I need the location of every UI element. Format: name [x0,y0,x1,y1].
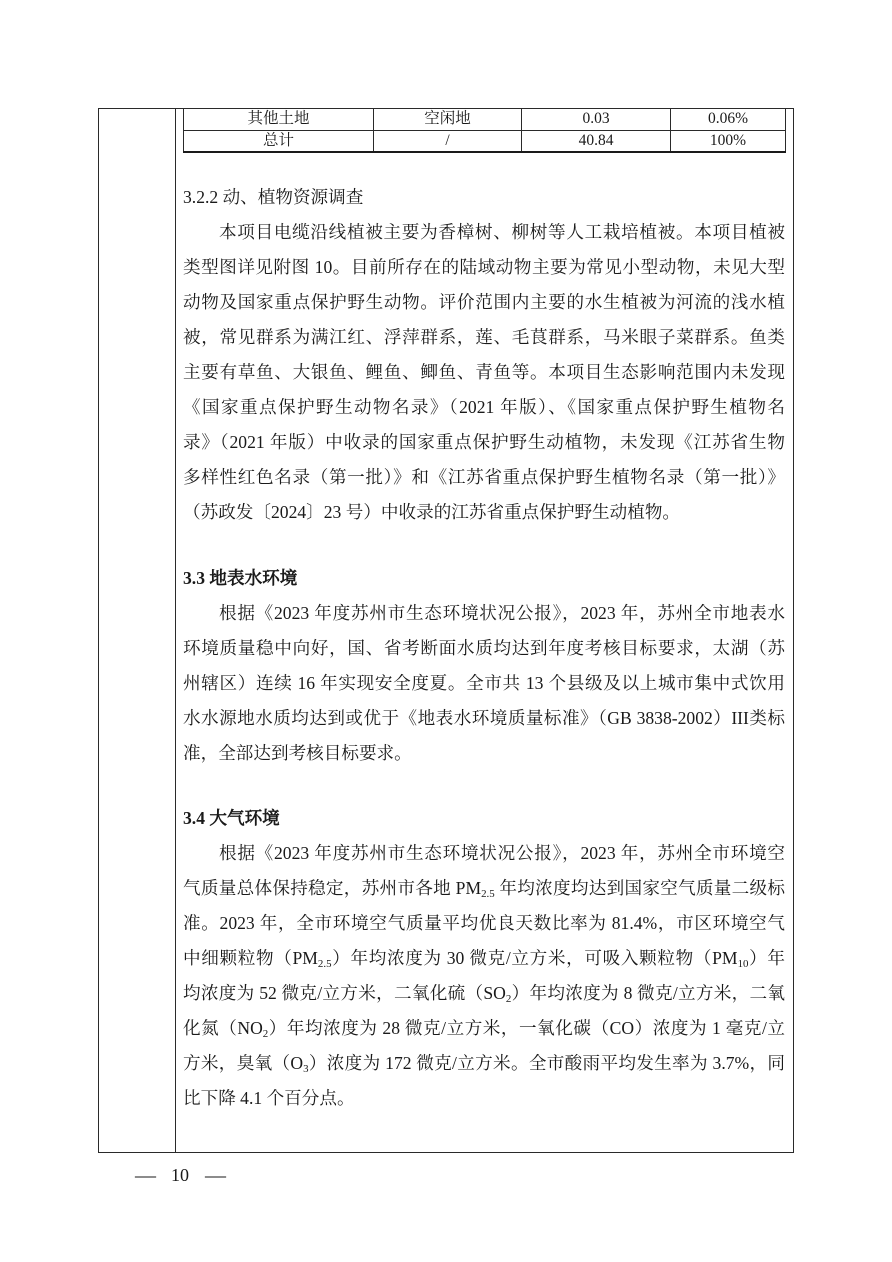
text-run: 比下降 4.1 个百分点。 [183,1088,355,1108]
text-run: 中细颗粒物（PM [183,948,318,968]
text-run: 化氮（NO [183,1018,263,1038]
subscript-text: 2.5 [481,888,495,901]
text-run: 气质量总体保持稳定，苏州市各地 PM [183,878,482,898]
section-surface-water [183,561,785,771]
paragraph-line [183,1081,785,1116]
text-run: 环境质量稳中向好，国、省考断面水质均达到年度考核目标要求，太湖（苏 [183,637,785,658]
paragraph-line [183,1011,785,1046]
text-run: 主要有草鱼、大银鱼、鲤鱼、鲫鱼、青鱼等。本项目生态影响范围内未发现 [183,362,785,382]
text-run: 准。2023 年，全市环境空气质量平均优良天数比率为 81.4%，市区环境空气 [183,913,785,933]
text-run: 均浓度为 52 微克/立方米，二氧化硫（SO [183,983,506,1003]
surface-water-heading: 3.3 地表水环境 [183,567,298,588]
table-cell: 其他土地 [184,108,374,131]
text-run: 被，常见群系为满江红、浮萍群系，莲、毛茛群系，马米眼子菜群系。鱼类 [183,327,785,347]
text-run: ）浓度为 172 微克/立方米。全市酸雨平均发生率为 3.7%，同 [308,1053,785,1073]
text-run: ）年均浓度为 8 微克/立方米，二氧 [511,983,785,1003]
footer-dash-left: — [135,1163,156,1187]
paragraph-line [183,285,785,320]
table-cell: 0.06% [671,108,786,131]
paragraph-line [183,666,785,701]
text-run: 动物及国家重点保护野生动物。评价范围内主要的水生植被为河流的浅水植 [183,292,785,312]
land-use-table [183,108,786,153]
paragraph-line [183,390,785,425]
text-run: 录》（2021 年版）中收录的国家重点保护野生动植物，未发现《江苏省生物 [183,432,785,452]
paragraph-line [183,1046,785,1081]
paragraph-line [183,320,785,355]
table-cell: 100% [671,131,786,153]
frame-column-divider [175,108,176,1153]
text-run: ）年均浓度为 28 微克/立方米，一氧化碳（CO）浓度为 1 毫克/立 [268,1018,785,1038]
table-cell: 总计 [184,131,374,153]
subscript-text: 10 [737,958,749,971]
subscript-text: 2 [262,1028,269,1041]
section-air-quality [183,801,785,1116]
paragraph-line [183,425,785,460]
text-run: 年均浓度均达到国家空气质量二级标 [494,878,785,898]
paragraph-line [183,701,785,736]
footer-dash-right: — [205,1163,226,1187]
paragraph-line [183,596,785,631]
paragraph-line [183,495,785,530]
flora-fauna-heading: 3.2.2 动、植物资源调查 [183,187,364,207]
paragraph-line [183,215,785,250]
section-flora-fauna [183,180,785,530]
paragraph-line [183,836,785,871]
table-cell: / [374,131,522,153]
page-number: 10 [171,1165,189,1185]
text-run: 州辖区）连续 16 年实现安全度夏。全市共 13 个县级及以上城市集中式饮用 [183,672,785,693]
text-run: 多样性红色名录（第一批）》和《江苏省重点保护野生植物名录（第一批）》 [183,467,785,487]
paragraph-line [183,355,785,390]
flora-fauna-paragraph [183,215,785,530]
report-body [183,180,785,1116]
text-run: 根据《2023 年度苏州市生态环境状况公报》，2023 年，苏州全市环境空 [219,843,785,863]
table-cell: 40.84 [522,131,671,153]
subscript-text: 2 [505,993,512,1006]
text-run: ）年 [748,948,785,968]
paragraph-line [183,906,785,941]
surface-water-paragraph [183,596,785,771]
text-run: 本项目电缆沿线植被主要为香樟树、柳树等人工栽培植被。本项目植被 [219,222,785,242]
paragraph-line [183,460,785,495]
paragraph-line [183,736,785,771]
table-total-row [184,131,786,153]
text-run: 方米，臭氧（O [183,1053,304,1073]
text-run: 水水源地水质均达到或优于《地表水环境质量标准》（GB 3838-2002）III类标 [183,707,785,728]
subscript-text: 2.5 [317,958,332,971]
text-run: 准，全部达到考核目标要求。 [183,742,412,763]
table-row [184,108,786,131]
paragraph-line [183,941,785,976]
paragraph-line [183,871,785,906]
text-run: 《国家重点保护野生动物名录》（2021 年版）、《国家重点保护野生植物名 [183,397,785,417]
text-run: 根据《2023 年度苏州市生态环境状况公报》，2023 年，苏州全市地表水 [219,602,785,623]
paragraph-line [183,631,785,666]
paragraph-line [183,976,785,1011]
text-run: 类型图详见附图 10。目前所存在的陆域动物主要为常见小型动物，未见大型 [183,257,785,277]
air-quality-heading: 3.4 大气环境 [183,808,280,828]
subscript-text: 3 [303,1063,309,1076]
table-cell: 0.03 [522,108,671,131]
table-cell: 空闲地 [374,108,522,131]
text-run: （苏政发〔2024〕23 号）中收录的江苏省重点保护野生动植物。 [183,502,681,522]
paragraph-line [183,250,785,285]
air-quality-paragraph [183,836,785,1116]
text-run: ）年均浓度为 30 微克/立方米，可吸入颗粒物（PM [331,948,738,968]
